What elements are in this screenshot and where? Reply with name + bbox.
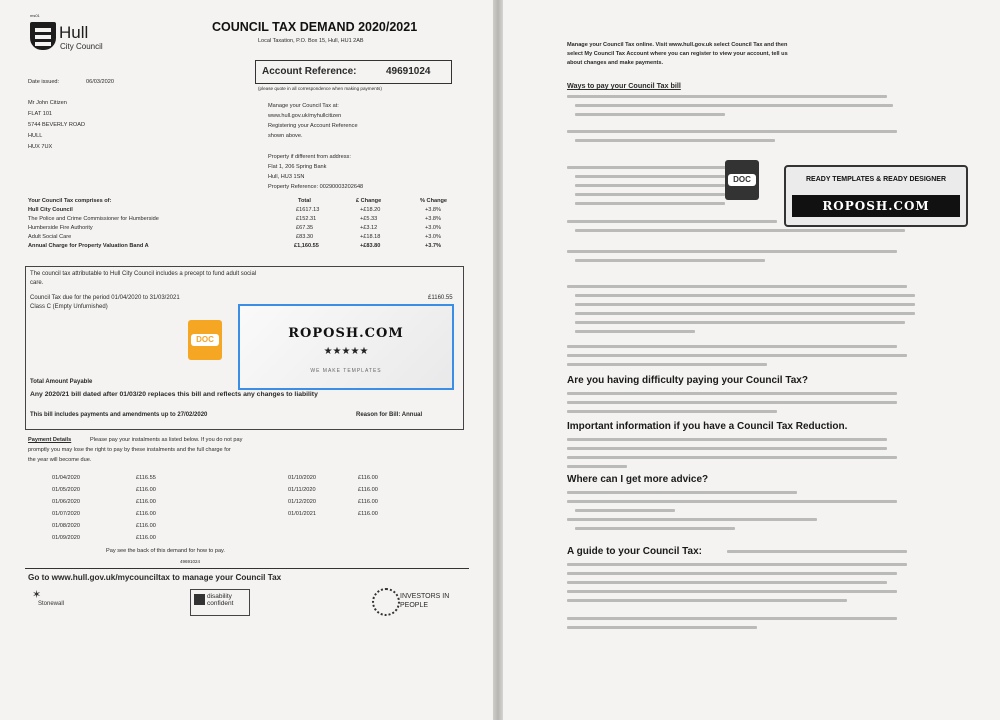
- text-line: [567, 363, 767, 366]
- text-line: [567, 410, 777, 413]
- badge-main-text: ROPOSH.COM: [822, 199, 930, 213]
- account-ref-note: (please quote in all correspondence when making payments): [258, 86, 382, 91]
- reason-text: Reason for Bill: Annual: [356, 412, 423, 418]
- text-line: [567, 491, 797, 494]
- account-reference-box: [255, 60, 452, 84]
- text-line: [575, 303, 915, 306]
- table-cell: £1,160.55: [294, 243, 319, 249]
- text-line: [567, 285, 907, 288]
- text-line: [567, 130, 897, 133]
- bill-back-page: [503, 0, 1000, 720]
- text-line: [575, 312, 915, 315]
- text-line: [567, 438, 887, 441]
- disability-confident-logo: [190, 589, 250, 616]
- text-line: [575, 259, 765, 262]
- text-line: [567, 250, 897, 253]
- text-line: [575, 202, 725, 205]
- divider: [25, 568, 469, 569]
- text-line: [575, 229, 905, 232]
- guide-heading: A guide to your Council Tax:: [567, 546, 702, 557]
- ways-heading: Ways to pay your Council Tax bill: [567, 81, 681, 90]
- table-cell: +£18.18: [360, 234, 381, 240]
- table-intro: Your Council Tax comprises of:: [28, 198, 112, 204]
- text-line: [575, 193, 725, 196]
- table-header: £ Change: [356, 198, 382, 204]
- intro-line: Manage your Council Tax online. Visit www.hull.gov.uk select Council Tax and then: [567, 42, 788, 48]
- text-line: [575, 509, 675, 512]
- table-header: % Change: [420, 198, 448, 204]
- property-line: Hull, HU3 1SN: [268, 174, 305, 180]
- table-row-label: Annual Charge for Property Valuation Band A: [28, 243, 149, 249]
- text-line: [727, 550, 907, 553]
- text-line: [567, 590, 897, 593]
- hull-crest-logo: [30, 22, 56, 50]
- page-fold: [493, 0, 503, 720]
- table-row-label: The Police and Crime Commissioner for Humberside: [28, 216, 159, 222]
- text-line: [567, 572, 897, 575]
- instalment-date: 01/10/2020: [288, 475, 316, 481]
- table-cell: +£83.80: [360, 243, 381, 249]
- date-label: Date issued:: [28, 79, 60, 85]
- badge-main-bar: [792, 195, 960, 217]
- text-line: [575, 321, 905, 324]
- difficulty-heading: Are you having difficulty paying your Council Tax?: [567, 375, 808, 386]
- payment-details-label: Payment Details: [28, 437, 72, 443]
- text-line: [575, 104, 893, 107]
- instalment-date: 01/09/2020: [52, 535, 80, 541]
- logo-sub: City Council: [60, 42, 103, 51]
- recipient-line: 5744 BEVERLY ROAD: [28, 122, 86, 128]
- table-cell: +£3.12: [360, 225, 378, 231]
- total-label: Total Amount Payable: [30, 379, 93, 385]
- doc-file-icon: [725, 160, 759, 200]
- table-row-label: Hull City Council: [28, 207, 73, 213]
- property-line: Property if different from address:: [268, 154, 351, 160]
- recipient-line: FLAT 101: [28, 111, 53, 117]
- disability-logo-text: disability confident: [207, 593, 234, 607]
- instalment-date: 01/06/2020: [52, 499, 80, 505]
- manage-line: Registering your Account Reference: [268, 123, 358, 129]
- table-row-label: Adult Social Care: [28, 234, 72, 240]
- instalment-amount: £116.00: [136, 535, 156, 541]
- text-line: [567, 617, 897, 620]
- text-line: [567, 626, 757, 629]
- text-line: [575, 113, 725, 116]
- class-label: Class C (Empty Unfurnished): [30, 304, 108, 310]
- text-line: [567, 401, 897, 404]
- text-line: [567, 166, 727, 169]
- intro-line: about changes and make payments.: [567, 60, 664, 66]
- watermark-sub: WE MAKE TEMPLATES: [310, 368, 382, 374]
- goto-text: Go to www.hull.gov.uk/mycounciltax to manage your Council Tax: [28, 573, 282, 582]
- recipient-line: HUX 7UX: [28, 144, 53, 150]
- recipient-line: HULL: [28, 133, 43, 139]
- roposh-badge: [784, 165, 968, 227]
- text-line: [575, 527, 735, 530]
- instalment-amount: £116.00: [358, 511, 378, 517]
- manage-line: shown above.: [268, 133, 303, 139]
- text-line: [567, 465, 627, 468]
- badge-top-text: READY TEMPLATES & READY DESIGNER: [805, 176, 947, 183]
- text-line: [567, 581, 887, 584]
- table-cell: +3.8%: [425, 207, 442, 213]
- instalment-amount: £116.00: [358, 475, 378, 481]
- instalment-amount: £116.00: [136, 523, 156, 529]
- table-header: Total: [298, 198, 311, 204]
- doc-file-icon: [188, 320, 222, 360]
- replace-text: Any 2020/21 bill dated after 01/03/20 replaces this bill and reflects any changes to liability: [30, 391, 318, 398]
- text-line: [567, 599, 847, 602]
- payment-details-text: Please pay your instalments as listed below. If you do not pay: [90, 437, 243, 443]
- star-icon: ★★★★★: [323, 346, 369, 357]
- table-cell: +3.8%: [425, 216, 442, 222]
- text-line: [567, 500, 897, 503]
- manage-line: Manage your Council Tax at:: [268, 103, 339, 109]
- includes-text: This bill includes payments and amendments up to 27/02/2020: [30, 412, 208, 418]
- text-line: [575, 175, 725, 178]
- property-line: Property Reference: 00290003202648: [268, 184, 364, 190]
- bill-front-page: [0, 0, 493, 720]
- text-line: [567, 95, 887, 98]
- instalment-amount: £116.55: [136, 475, 156, 481]
- text-line: [575, 330, 695, 333]
- stonewall-star-icon: ✶: [32, 589, 42, 601]
- doc-icon-label: DOC: [728, 174, 756, 186]
- text-line: [567, 518, 817, 521]
- instalment-amount: £116.00: [358, 499, 378, 505]
- table-row-label: Humberside Fire Authority: [28, 225, 93, 231]
- account-ref-label: Account Reference:: [262, 66, 357, 77]
- advice-heading: Where can I get more advice?: [567, 474, 709, 485]
- text-line: [567, 220, 777, 223]
- manage-line: www.hull.gov.uk/myhullcitizen: [268, 113, 342, 119]
- return-address: Local Taxation, P.O. Box 15, Hull, HU1 2AB: [258, 38, 364, 44]
- watermark-title: ROPOSH.COM: [288, 326, 404, 341]
- table-cell: +£18.20: [360, 207, 381, 213]
- watermark-banner: [238, 304, 454, 390]
- iip-logo-icon: [372, 588, 400, 616]
- important-heading: Important information if you have a Council Tax Reduction.: [567, 421, 848, 432]
- instalment-date: 01/11/2020: [288, 487, 316, 493]
- doc-icon-label: DOC: [191, 334, 219, 346]
- instalment-date: 01/04/2020: [52, 475, 80, 481]
- intro-line: select My Council Tax Account where you can register to view your account, tell us: [567, 51, 788, 57]
- payment-details-text: promptly you may lose the right to pay by these instalments and the full charge for: [28, 447, 231, 453]
- date-value: 06/03/2020: [86, 79, 114, 85]
- table-cell: +£5.33: [360, 216, 378, 222]
- text-line: [567, 354, 907, 357]
- text-line: [567, 563, 907, 566]
- instalment-date: 01/07/2020: [52, 511, 80, 517]
- instalment-date: 01/12/2020: [288, 499, 316, 505]
- instalment-date: 01/01/2021: [288, 511, 316, 517]
- instalment-amount: £116.00: [136, 511, 156, 517]
- table-cell: £1617.13: [296, 207, 320, 213]
- iip-logo: INVESTORS IN PEOPLE: [400, 593, 450, 609]
- instalment-amount: £116.00: [136, 499, 156, 505]
- disability-mark-icon: [194, 594, 205, 605]
- instalment-date: 01/05/2020: [52, 487, 80, 493]
- info-text: care.: [30, 280, 44, 286]
- table-cell: +3.7%: [425, 243, 442, 249]
- period-amount: £1160.55: [428, 295, 453, 301]
- text-line: [567, 447, 887, 450]
- instalment-amount: £116.00: [136, 487, 156, 493]
- page-code: ms01: [30, 13, 40, 18]
- stonewall-logo: Stonewall: [38, 601, 65, 607]
- back-note: Pay see the back of this demand for how to pay.: [106, 548, 225, 554]
- text-line: [575, 139, 775, 142]
- text-line: [567, 392, 897, 395]
- table-cell: £83.30: [296, 234, 314, 240]
- period-label: Council Tax due for the period 01/04/2020 to 31/03/2021: [30, 295, 180, 301]
- ref-small: 49691024: [180, 559, 201, 564]
- payment-details-text: the year will become due.: [28, 457, 92, 463]
- table-cell: +3.0%: [425, 225, 442, 231]
- text-line: [575, 184, 725, 187]
- instalment-date: 01/08/2020: [52, 523, 80, 529]
- account-ref-value: 49691024: [386, 66, 431, 77]
- text-line: [567, 456, 897, 459]
- property-line: Flat 1, 206 Spring Bank: [268, 164, 327, 170]
- table-cell: £152.31: [296, 216, 317, 222]
- logo-name: Hull: [59, 23, 89, 42]
- table-cell: +3.0%: [425, 234, 442, 240]
- info-text: The council tax attributable to Hull City Council includes a precept to fund adult social: [30, 271, 257, 277]
- recipient-line: Mr John Citizen: [28, 100, 67, 106]
- page-title: COUNCIL TAX DEMAND 2020/2021: [212, 20, 418, 34]
- text-line: [575, 294, 915, 297]
- table-cell: £67.35: [296, 225, 314, 231]
- text-line: [567, 345, 897, 348]
- instalment-amount: £116.00: [358, 487, 378, 493]
